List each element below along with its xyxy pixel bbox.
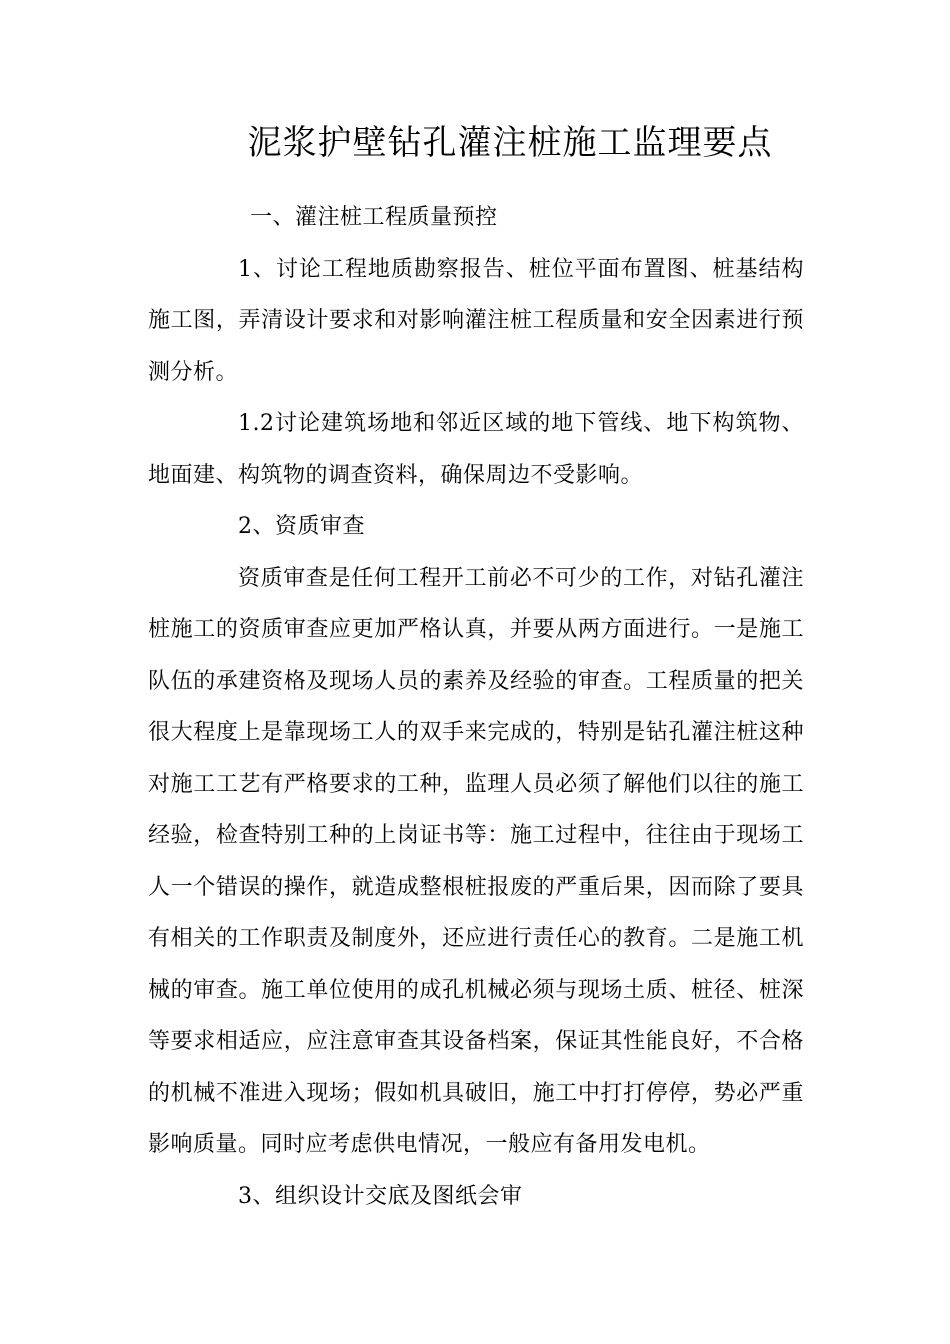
- document-title: 泥浆护壁钻孔灌注桩施工监理要点: [247, 123, 773, 163]
- paragraph-2-1: 资质审查是任何工程开工前必不可少的工作，对钻孔灌注桩施工的资质审查应更加严格认真，并要从两方面进行。一是施工队伍的承建资格及现场人员的素养及经验的审查。工程质量的把关很大程度上是靠现场工人的双手来完成的，特别是钻孔灌注桩这种对施工工艺有严格要求的工种，监理人员必须了解他们以往的施工经验，检查特别工种的上岗证书等：施工过程中，往往由于现场工人一个错误的操作，就造成整根桩报废的严重后果，因而除了要具有相关的工作职责及制度外，还应进行责任心的教育。二是施工机械的审查。施工单位使用的成孔机械必须与现场土质、桩径、桩深等要求相适应，应注意审查其设备档案，保证其性能良好，不合格的机械不准进入现场；假如机具破旧，施工中打打停停，势必严重影响质量。同时应考虑供电情况，一般应有备用发电机。: [148, 565, 804, 1157]
- section-heading-3: 3、组织设计交底及图纸会审: [238, 1183, 523, 1209]
- document-body: [148, 192, 804, 1222]
- section-heading-2: 2、资质审查: [238, 514, 365, 539]
- section-heading-1: 一、灌注桩工程质量预控: [250, 205, 498, 230]
- paragraph-1-1: 1、讨论工程地质勘察报告、桩位平面布置图、桩基结构施工图，弄清设计要求和对影响灌注桩工程质量和安全因素进行预测分析。: [148, 256, 804, 385]
- paragraph-1-2: 1.2讨论建筑场地和邻近区域的地下管线、地下构筑物、地面建、构筑物的调查资料，确保周边不受影响。: [148, 411, 804, 488]
